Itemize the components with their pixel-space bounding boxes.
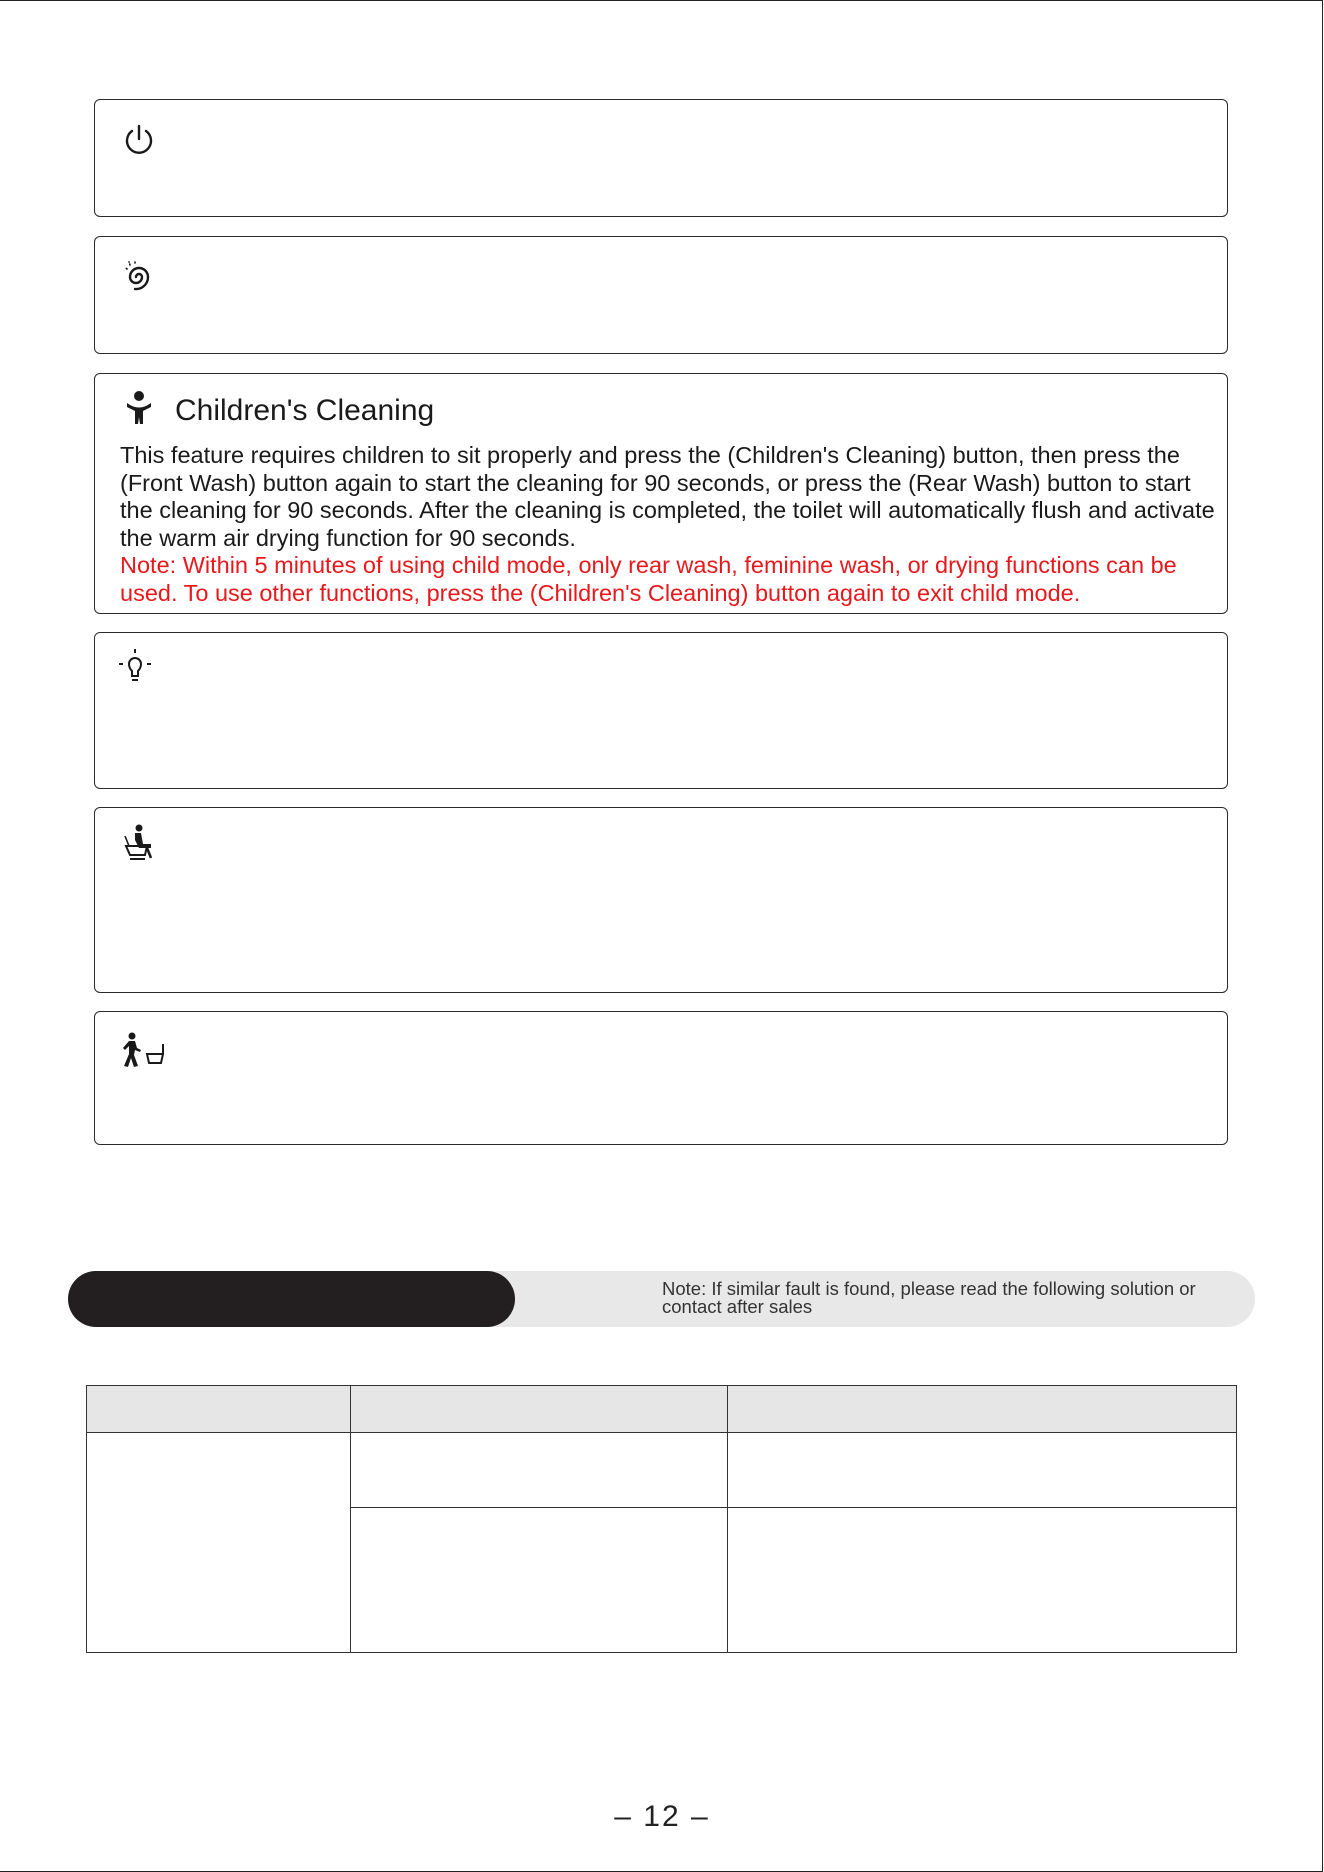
power-section bbox=[94, 99, 1228, 217]
section-body bbox=[120, 442, 1220, 607]
swirl-section bbox=[94, 236, 1228, 354]
walking-person-toilet-icon bbox=[121, 1032, 167, 1068]
header-cell bbox=[87, 1386, 351, 1433]
light-section bbox=[94, 632, 1228, 789]
seated-person-icon bbox=[121, 824, 157, 860]
fault-table bbox=[86, 1385, 1237, 1653]
table-row bbox=[87, 1433, 1237, 1508]
table-cell bbox=[351, 1433, 728, 1508]
troubleshooting-banner bbox=[68, 1271, 1255, 1327]
banner-title-bar bbox=[68, 1271, 515, 1327]
page-number: – 12 – bbox=[614, 1800, 710, 1833]
seat-sensor-section bbox=[94, 807, 1228, 993]
childrens-cleaning-section bbox=[94, 373, 1228, 614]
table-cell bbox=[728, 1433, 1237, 1508]
auto-flush-section bbox=[94, 1011, 1228, 1145]
table-cell bbox=[87, 1433, 351, 1653]
table-cell bbox=[351, 1508, 728, 1653]
child-icon bbox=[121, 390, 157, 426]
header-cell bbox=[351, 1386, 728, 1433]
power-icon bbox=[121, 122, 157, 158]
swirl-icon bbox=[121, 259, 157, 295]
header-cell bbox=[728, 1386, 1237, 1433]
section-title: Children's Cleaning bbox=[175, 394, 435, 427]
banner-note: Note: If similar fault is found, please read the following solution or contact after sales bbox=[662, 1278, 1196, 1317]
table-header-row bbox=[87, 1386, 1237, 1433]
description-text: This feature requires children to sit properly and press the (Children's Cleaning) button, then press the (Front Wash) button again to start the cleaning for 90 seconds, or press the (Rear Wash) button to start the cleaning for 90 seconds. After the cleaning is completed, the toilet will automatically flush and activate the warm air drying function for 90 seconds. bbox=[120, 442, 1215, 551]
warning-note: Note: Within 5 minutes of using child mode, only rear wash, feminine wash, or drying functions can be used. To use other functions, press the (Children's Cleaning) button again to exit child mode. bbox=[120, 552, 1177, 606]
table-cell bbox=[728, 1508, 1237, 1653]
light-bulb-icon bbox=[117, 649, 153, 685]
